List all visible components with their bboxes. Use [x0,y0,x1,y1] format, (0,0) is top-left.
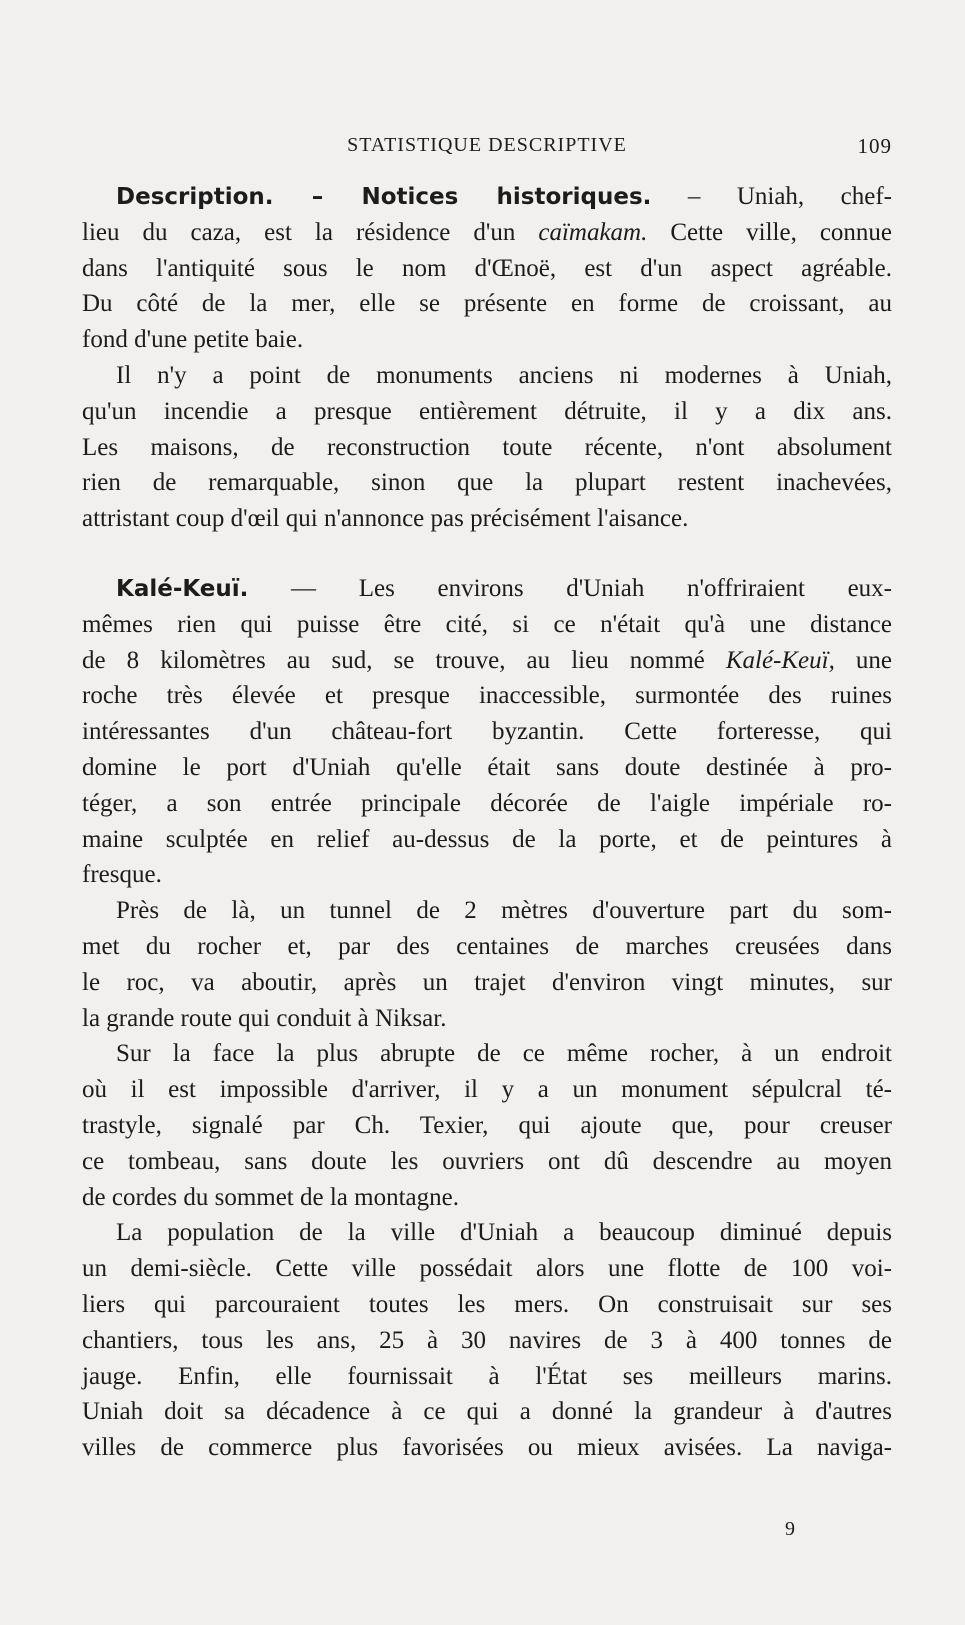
section-gap [82,537,892,571]
paragraph-line: ce tombeau, sans doute les ouvriers ont dû descendre au moyen [82,1147,892,1175]
paragraph-line: de cordes du sommet de la montagne. [82,1183,459,1211]
paragraph-line: Uniah doit sa décadence à ce qui a donné la grandeur à d'autres [82,1398,892,1426]
paragraph-line: mêmes rien qui puisse être cité, si ce n'était qu'à une distance [82,610,892,638]
paragraph-line: rien de remarquable, sinon que la plupart restent inachevées, [82,469,892,497]
paragraph-line: Les maisons, de reconstruction toute récente, n'ont absolument [82,433,892,461]
section-heading: Description. – Notices historiques. [116,184,652,210]
paragraph-line: de 8 kilomètres au sud, se trouve, au lieu nommé Kalé-Keuï, une [82,646,893,674]
paragraph-line: chantiers, tous les ans, 25 à 30 navires de 3 à 400 tonnes de [82,1326,892,1354]
section-heading: Kalé-Keuï. [116,575,249,602]
paragraph-line: intéressantes d'un château-fort byzantin. Cette forteresse, qui [82,718,892,746]
section-heading-line [82,179,892,215]
paragraph-line: maine sculptée en relief au-dessus de la porte, et de peintures à [82,825,892,853]
paragraph-line: domine le port d'Uniah qu'elle était sans doute destinée à pro- [82,753,892,781]
paragraph-line: liers qui parcouraient toutes les mers. On construisait sur ses [82,1290,892,1318]
paragraph-line: Du côté de la mer, elle se présente en forme de croissant, au [82,290,892,318]
paragraph-text: – Uniah, chef- [651,183,892,210]
running-head [82,134,892,164]
page-number: 109 [857,134,892,158]
paragraph-line: qu'un incendie a presque entièrement détruite, il y a dix ans. [82,397,892,425]
paragraph-line: où il est impossible d'arriver, il y a un monument sépulcral té- [82,1076,892,1104]
signature-mark: 9 [785,1518,795,1540]
paragraph-line: roche très élevée et presque inaccessible, surmontée des ruines [82,682,892,710]
paragraph-line: villes de commerce plus favorisées ou mieux avisées. La naviga- [82,1434,892,1462]
paragraph-line: le roc, va aboutir, après un trajet d'environ vingt minutes, sur [82,968,892,996]
paragraph-line: Près de là, un tunnel de 2 mètres d'ouverture part du som- [116,897,892,925]
paragraph-line: dans l'antiquité sous le nom d'Œnoë, est d'un aspect agréable. [82,254,892,282]
paragraph-line: jauge. Enfin, elle fournissait à l'État ses meilleurs marins. [82,1362,892,1390]
paragraph-line: fresque. [82,861,162,889]
paragraph-line: attristant coup d'œil qui n'annonce pas précisément l'aisance. [82,505,689,533]
paragraph-line: lieu du caza, est la résidence d'un caïmakam. Cette ville, connue [82,218,893,246]
paragraph-line: Sur la face la plus abrupte de ce même rocher, à un endroit [116,1040,892,1068]
paragraph-line: trastyle, signalé par Ch. Texier, qui ajoute que, pour creuser [82,1111,892,1139]
paragraph-line: La population de la ville d'Uniah a beaucoup diminué depuis [116,1219,892,1247]
paragraph-line: la grande route qui conduit à Niksar. [82,1004,447,1032]
italic-term: caïmakam. [538,218,648,246]
paragraph-line: téger, a son entrée principale décorée de l'aigle impériale ro- [82,789,892,817]
paragraph-line: un demi-siècle. Cette ville possédait alors une flotte de 100 voi- [82,1255,892,1283]
paragraph-text: — Les environs d'Uniah n'offriraient eux- [248,574,892,602]
page-body [82,179,892,1466]
paragraph-line: met du rocher et, par des centaines de marches creusées dans [82,932,892,960]
section-heading-line [82,571,892,607]
italic-term: Kalé-Keuï, [725,646,835,674]
running-head-title: STATISTIQUE DESCRIPTIVE [347,134,627,156]
paragraph-line: Il n'y a point de monuments anciens ni modernes à Uniah, [116,361,892,389]
paragraph-line: fond d'une petite baie. [82,326,304,354]
